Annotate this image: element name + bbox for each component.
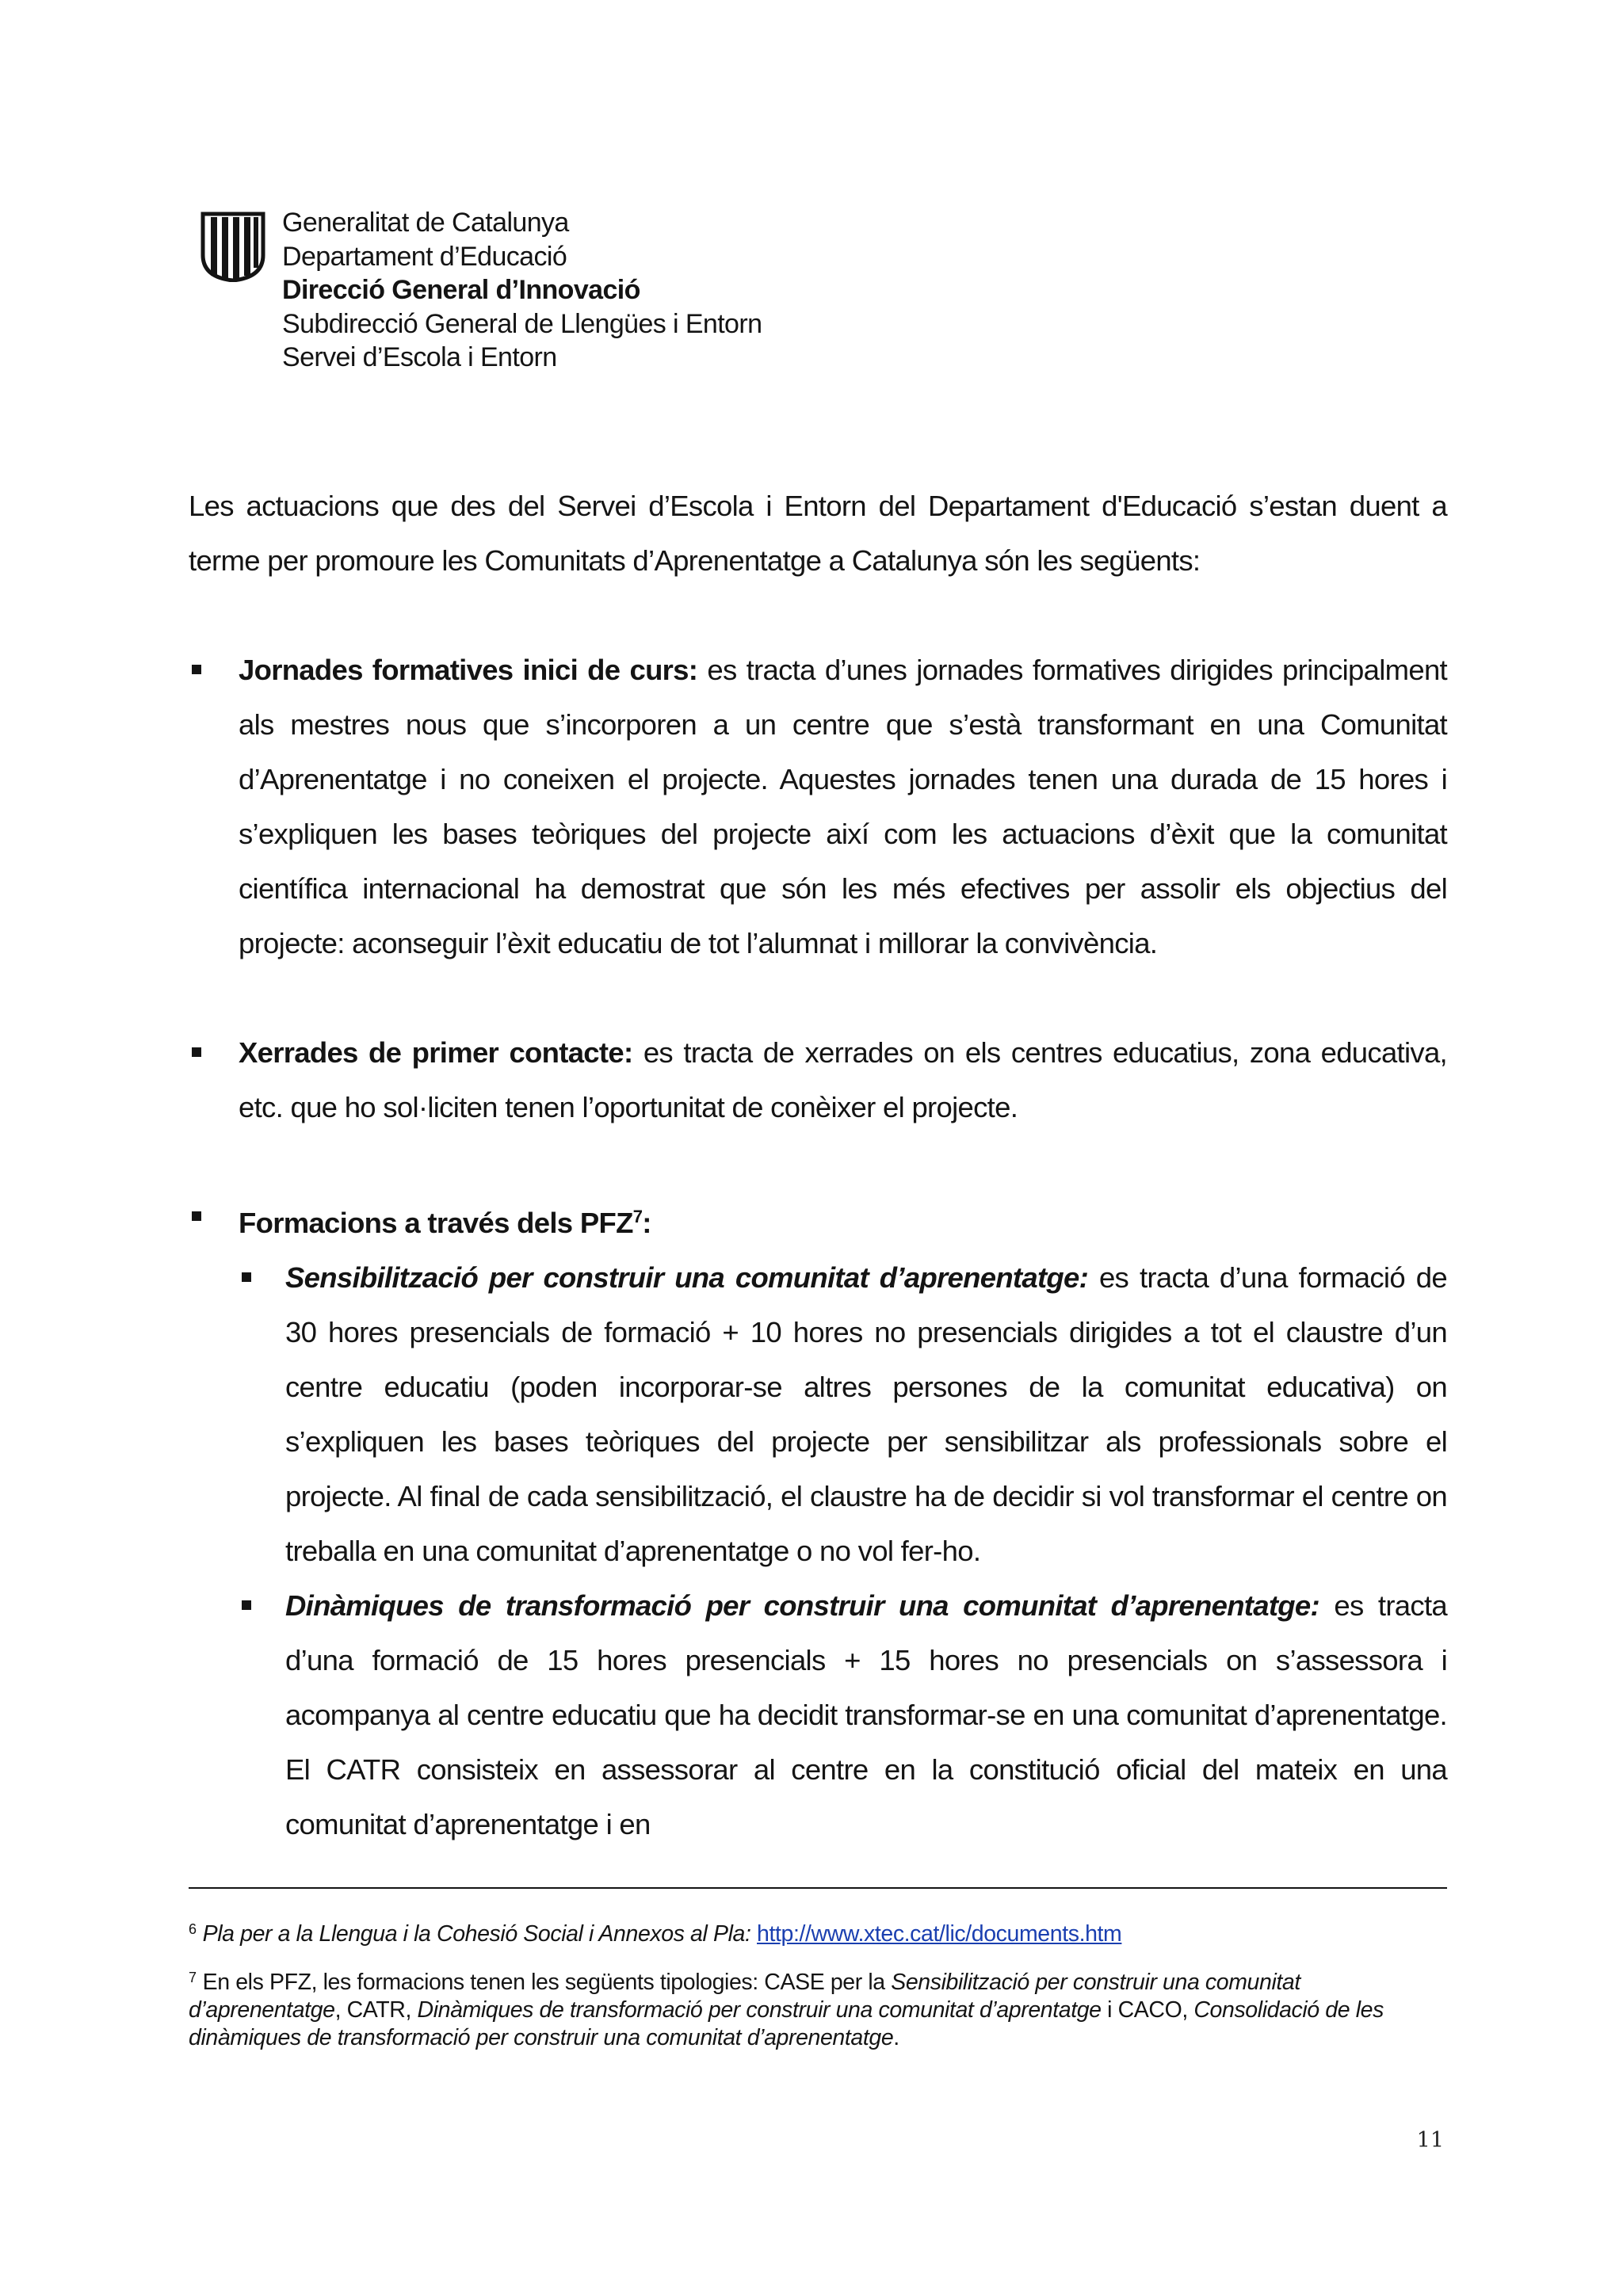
org-line-generalitat: Generalitat de Catalunya xyxy=(282,208,569,238)
item-label-suffix: : xyxy=(642,1207,651,1240)
subitem-label: Sensibilització per construir una comunitat d’aprenentatge: xyxy=(285,1261,1089,1295)
organization-lines xyxy=(282,206,837,375)
footnote-number: 7 xyxy=(189,1970,197,1985)
square-bullet-icon xyxy=(242,1600,251,1610)
subitem-text: es tracta d’una formació de 30 hores presencials de formació + 10 hores no presencials dirigides a tot el claustre d’un centre educatiu (poden incorporar-se altres persones de la comunitat educativa) on s’expliquen les bases teòriques del projecte per sensibilitzar als professionals sobre el projecte. Al final de cada sensibilització, el claustre ha de decidir si vol transformar el centre on treballa en una comunitat d’aprenentatge o no vol fer-ho. xyxy=(285,1261,1447,1568)
footnote-7-italic-2: Dinàmiques de transformació per construir una comunitat d’aprentatge xyxy=(417,1997,1102,2023)
item-label: Formacions a través dels PFZ xyxy=(239,1207,633,1240)
list-item-formacions xyxy=(189,1189,1447,1852)
footnote-separator xyxy=(189,1887,1447,1889)
footnote-7-text-1: En els PFZ, les formacions tenen les següents tipologies: CASE per la xyxy=(202,1970,892,1995)
sublist-item-sensibilitzacio xyxy=(189,1250,1447,1578)
footnote-7-italic-1: Sensibilització per construir una comunitat d’aprenentatge xyxy=(189,1970,1300,2023)
subitem-text: es tracta d’una formació de 15 hores presencials + 15 hores no presencials on s’assessora i acompanya al centre educatiu que ha decidit transformar-se en una comunitat d’aprenentatge. El CATR consisteix en assessorar al centre en la constitució oficial del mateix en una comunitat d’aprenentatge i en xyxy=(285,1589,1447,1841)
footnote-6-title: Pla per a la Llengua i la Cohesió Social i Annexos al Pla: xyxy=(202,1921,751,1947)
footnote-ref-7[interactable]: 7 xyxy=(632,1207,643,1226)
generalitat-four-bars-icon xyxy=(198,209,268,282)
sublist-item-dinamiques xyxy=(189,1578,1447,1852)
square-bullet-icon xyxy=(192,1047,201,1057)
org-line-servei: Servei d’Escola i Entorn xyxy=(282,342,557,372)
square-bullet-icon xyxy=(242,1272,251,1282)
list-item-xerrades xyxy=(189,1025,1447,1135)
item-label: Jornades formatives inici de curs: xyxy=(239,654,698,686)
square-bullet-icon xyxy=(192,1211,201,1221)
footnote-7-text-2: , CATR, xyxy=(334,1997,418,2023)
footnote-7-text-4: . xyxy=(893,2025,899,2050)
item-label: Xerrades de primer contacte: xyxy=(239,1036,633,1069)
org-line-subdireccio: Subdirecció General de Llengües i Entorn xyxy=(282,308,762,339)
footnote-6 xyxy=(189,1916,1447,1948)
footnote-number: 6 xyxy=(189,1921,197,1937)
sublist xyxy=(239,1250,1447,1852)
page-number: 11 xyxy=(1416,2128,1444,2153)
list-item-jornades xyxy=(189,643,1447,971)
footnote-7-text-3: i CACO, xyxy=(1101,1997,1194,2023)
square-bullet-icon xyxy=(192,665,201,674)
footnotes xyxy=(189,1916,1447,2068)
org-line-direccio: Direcció General d’Innovació xyxy=(282,275,640,305)
footnote-6-link[interactable]: http://www.xtec.cat/lic/documents.htm xyxy=(757,1921,1122,1947)
footnote-7 xyxy=(189,1964,1447,2052)
intro-paragraph: Les actuacions que des del Servei d’Escola i Entorn del Departament d'Educació s’estan duent a terme per promoure les Comunitats d’Aprenentatge a Catalunya són les següents: xyxy=(189,490,1447,577)
main-content xyxy=(189,479,1447,1852)
org-line-departament: Departament d’Educació xyxy=(282,241,567,272)
footnote-7-italic-3: Consolidació de les dinàmiques de transformació per construir una comunitat d’aprenentatge xyxy=(189,1997,1384,2050)
subitem-label: Dinàmiques de transformació per construir una comunitat d’aprenentatge: xyxy=(285,1589,1319,1623)
item-text: es tracta d’unes jornades formatives dirigides principalment als mestres nous que s’incorporen a un centre que s’està transformant en una Comunitat d’Aprenentatge i no coneixen el projecte. Aquestes jornades tenen una durada de 15 hores i s’expliquen les bases teòriques del projecte així com les actuacions d’èxit que la comunitat científica internacional ha demostrat que són les més efectives per assolir els objectius del projecte: aconseguir l’èxit educatiu de tot l’alumnat i millorar la convivència. xyxy=(239,654,1448,959)
item-text: es tracta de xerrades on els centres educatius, zona educativa, etc. que ho sol·liciten tenen l’oportunitat de conèixer el projecte. xyxy=(239,1036,1447,1123)
